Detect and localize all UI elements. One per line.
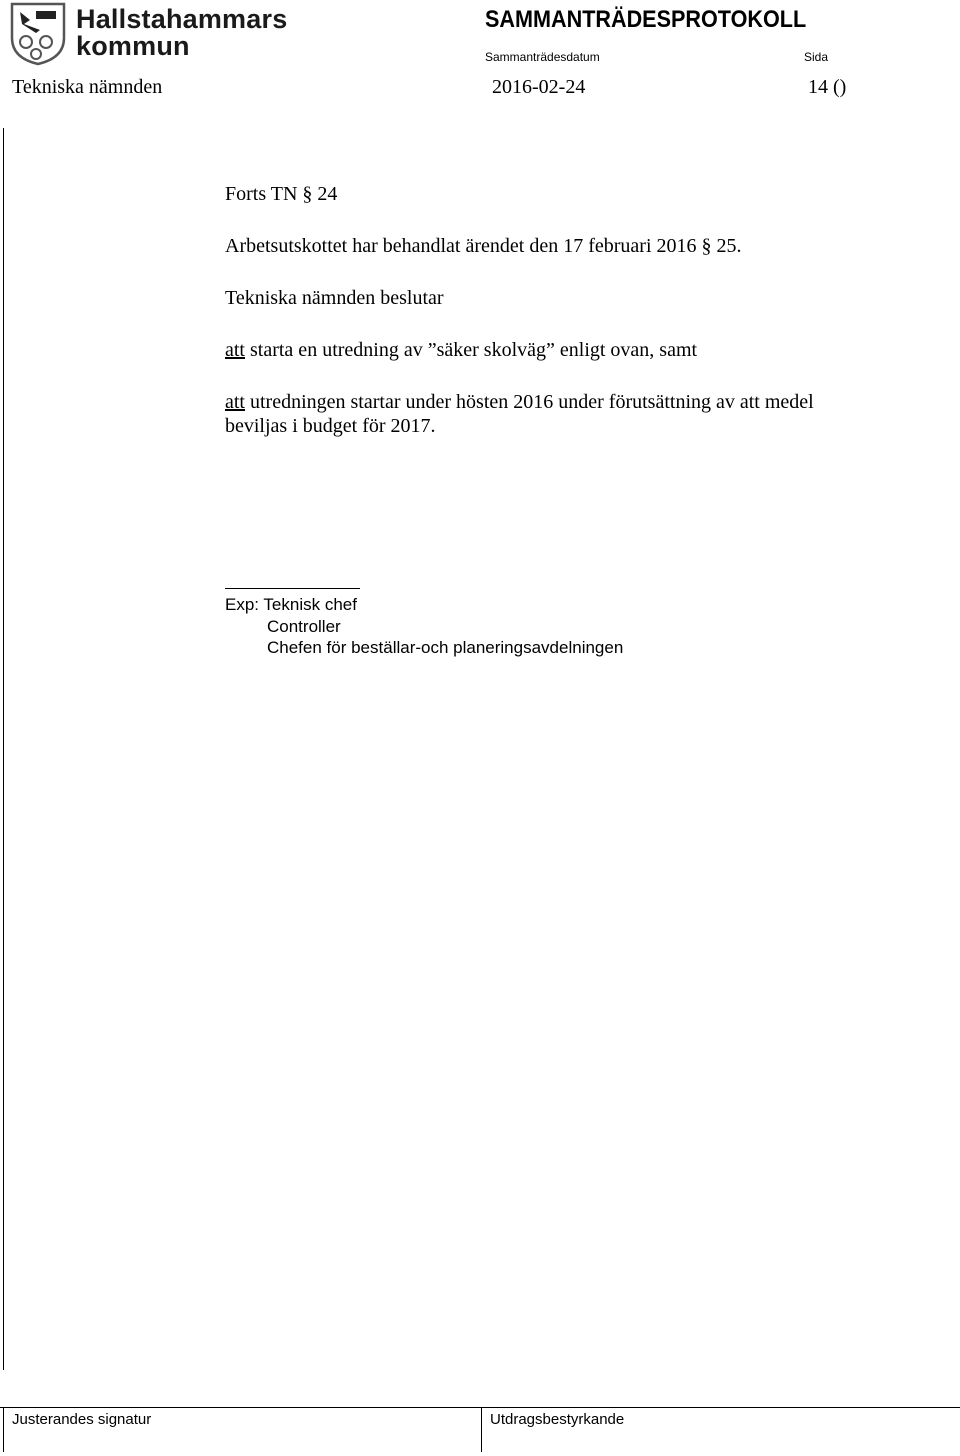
coat-of-arms-icon	[10, 2, 66, 66]
municipality-logo	[10, 2, 288, 66]
expedition-first-line: Exp: Teknisk chef	[225, 595, 357, 614]
expedition-recipient: Chefen för beställar-och planeringsavdelningen	[267, 638, 624, 657]
decision-text: utredningen startar under hösten 2016 under förutsättning av att medel	[245, 391, 814, 413]
committee-name: Tekniska nämnden	[12, 76, 163, 98]
decision-item	[225, 391, 814, 414]
continuation-heading: Forts TN § 24	[225, 183, 338, 205]
decision-text: starta en utredning av ”säker skolväg” enligt ovan, samt	[245, 339, 698, 361]
handled-statement: Arbetsutskottet har behandlat ärendet den 17 februari 2016 § 25.	[225, 235, 742, 257]
decision-heading: Tekniska nämnden beslutar	[225, 287, 444, 309]
meeting-date: 2016-02-24	[492, 76, 586, 98]
expedition-rule	[225, 588, 360, 589]
logo-text-line1: Hallstahammars	[76, 4, 288, 34]
footer-divider	[0, 1407, 960, 1408]
decision-prefix: att	[225, 391, 245, 413]
logo-text-line2: kommun	[76, 31, 190, 61]
left-margin-rule	[3, 128, 4, 1370]
expedition-recipient: Controller	[267, 617, 341, 636]
decision-continuation: beviljas i budget för 2017.	[225, 415, 436, 437]
document-title: SAMMANTRÄDESPROTOKOLL	[485, 6, 807, 33]
footer-column-divider	[481, 1407, 482, 1452]
certification-label: Utdragsbestyrkande	[490, 1411, 625, 1428]
meeting-date-label: Sammanträdesdatum	[485, 50, 600, 64]
page-label: Sida	[804, 50, 829, 64]
footer-left-rule	[3, 1407, 4, 1452]
decision-item	[225, 339, 697, 362]
page-number: 14 ()	[808, 76, 847, 98]
signature-label: Justerandes signatur	[12, 1411, 152, 1428]
decision-prefix: att	[225, 339, 245, 361]
